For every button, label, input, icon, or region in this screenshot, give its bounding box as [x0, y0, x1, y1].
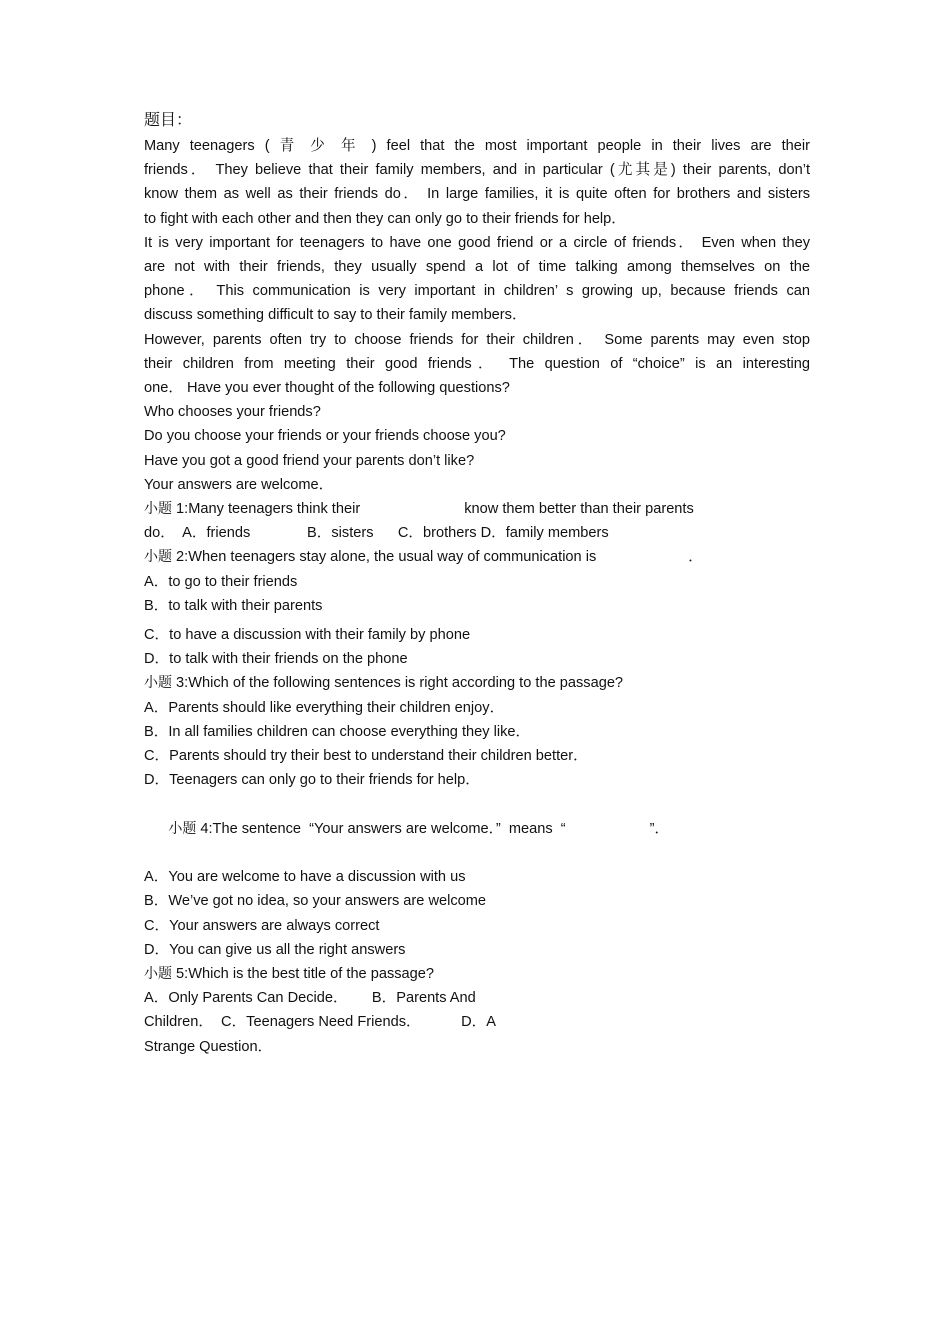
passage-line: Many teenagers ( 青 少 年 ) feel that the most important people in their lives are their — [144, 138, 810, 154]
question-3-option-c: C．Parents should try their best to understand their children better． — [144, 748, 588, 765]
question-2 — [144, 545, 810, 671]
question-1-stem-start: 1:Many teenagers think their — [172, 501, 361, 518]
question-1-stem — [144, 497, 810, 521]
question-4-stem-start: 4:The sentence “Your answers are welcome．” means “ — [196, 820, 566, 837]
question-2-stem-text: 2:When teenagers stay alone, the usual way of communication is — [172, 549, 597, 566]
question-4-option-b: B．We’ve got no idea, so your answers are welcome — [144, 893, 487, 910]
question-2-option-b: B．to talk with their parents — [144, 597, 323, 614]
question-3 — [144, 671, 810, 792]
passage-line: Who chooses your friends? — [144, 404, 321, 421]
reading-passage — [144, 134, 810, 497]
passage-line: to fight with each other and then they can only go to their friends for help． — [144, 210, 626, 227]
question-4-stem-end: ”． — [649, 820, 670, 837]
question-1-options: do． A．friends B．sisters C．brothers D．family members — [144, 525, 609, 542]
question-4-option-a: A．You are welcome to have a discussion with us — [144, 869, 466, 886]
question-5-options-line: A．Only Parents Can Decide． B．Parents And — [144, 990, 476, 1007]
passage-line: Have you got a good friend your parents don’t like? — [144, 452, 475, 469]
passage-line: Do you choose your friends or your friends choose you? — [144, 428, 506, 445]
question-2-stem — [144, 545, 810, 569]
question-5-options-line: Children． C．Teenagers Need Friends． D．A — [144, 1014, 497, 1031]
passage-line: Your answers are welcome． — [144, 476, 334, 493]
question-3-option-a: A．Parents should like everything their children enjoy． — [144, 699, 505, 716]
passage-line: friends． They believe that their family members, and in particular (尤其是) their parents, don’t — [144, 162, 810, 179]
question-2-option-a: A．to go to their friends — [144, 573, 298, 590]
passage-line: It is very important for teenagers to have one good friend or a circle of friends． Even when they — [144, 234, 810, 251]
question-prefix: 小题 — [144, 549, 172, 566]
question-4 — [144, 792, 810, 961]
passage-line: are not with their friends, they usually spend a lot of time talking among themselves on the — [144, 259, 810, 276]
question-2-option-c: C．to have a discussion with their family by phone — [144, 627, 471, 644]
passage-line: discuss something difficult to say to their family members． — [144, 307, 527, 324]
passage-line: their children from meeting their good friends． The question of “choice” is an interesting — [144, 355, 810, 372]
question-3-option-b: B．In all families children can choose everything they like． — [144, 723, 531, 740]
question-prefix: 小题 — [144, 501, 172, 518]
question-5-options-line: Strange Question． — [144, 1038, 273, 1055]
question-2-stem-end: ． — [688, 549, 703, 566]
passage-line: However, parents often try to choose friends for their children． Some parents may even stop — [144, 331, 810, 348]
question-3-stem — [144, 671, 810, 695]
question-1 — [144, 497, 810, 545]
question-5-stem — [144, 962, 810, 986]
passage-line: one． Have you ever thought of the following questions? — [144, 380, 510, 397]
question-5 — [144, 962, 810, 1059]
question-3-option-d: D．Teenagers can only go to their friends for help． — [144, 772, 480, 789]
question-document — [144, 108, 810, 1059]
question-4-stem — [144, 792, 810, 865]
passage-line: phone． This communication is very important in children’ s growing up, because friends can — [144, 283, 810, 300]
question-1-stem-end: know them better than their parents — [464, 501, 694, 518]
passage-line: know them as well as their friends do． In large families, it is quite often for brothers and sisters — [144, 186, 810, 203]
question-4-option-c: C．Your answers are always correct — [144, 917, 380, 934]
question-prefix: 小题 — [168, 820, 197, 837]
question-5-stem-text: 5:Which is the best title of the passage? — [172, 965, 435, 982]
question-prefix: 小题 — [144, 965, 172, 982]
question-4-option-d: D．You can give us all the right answers — [144, 941, 406, 958]
question-heading: 题目： — [144, 110, 193, 129]
question-prefix: 小题 — [144, 675, 172, 692]
question-3-stem-text: 3:Which of the following sentences is right according to the passage? — [172, 675, 624, 692]
question-2-option-d: D．to talk with their friends on the phone — [144, 651, 408, 668]
